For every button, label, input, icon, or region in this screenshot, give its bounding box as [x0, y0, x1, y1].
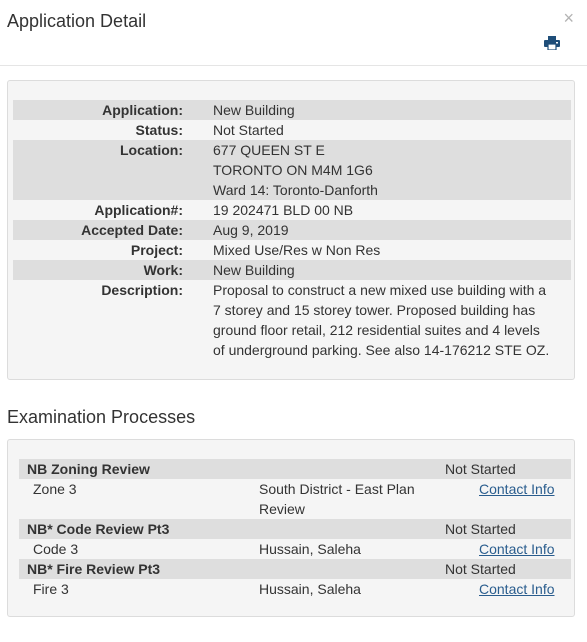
- contact-info-link[interactable]: Contact Info: [479, 541, 555, 557]
- detail-value: Not Started: [213, 122, 284, 138]
- detail-label: Status:: [135, 122, 183, 138]
- process-status: Not Started: [445, 461, 516, 477]
- contact-info-link[interactable]: Contact Info: [479, 481, 555, 497]
- process-assignee: South District - East Plan: [259, 481, 415, 497]
- description-line: Proposal to construct a new mixed use building with a: [213, 282, 547, 298]
- detail-label: Work:: [143, 262, 183, 278]
- process-sub-name: Code 3: [33, 541, 79, 557]
- process-header-row: [19, 459, 571, 479]
- process-header-row: [19, 559, 571, 579]
- detail-label: Location:: [120, 142, 183, 158]
- process-sub-name: Fire 3: [33, 581, 69, 597]
- process-status: Not Started: [445, 561, 516, 577]
- process-name: NB Zoning Review: [27, 461, 150, 477]
- detail-row-description: [13, 280, 571, 360]
- print-icon[interactable]: [544, 36, 560, 50]
- description-line: 7 storey and 15 storey tower. Proposed building has: [213, 302, 536, 318]
- detail-value: New Building: [213, 262, 295, 278]
- process-assignee: Review: [259, 501, 305, 517]
- detail-value: 19 202471 BLD 00 NB: [213, 202, 354, 218]
- modal-header: [0, 0, 587, 66]
- modal-title: Application Detail: [7, 11, 147, 31]
- process-detail-row: [19, 479, 571, 519]
- process-sub-name: Zone 3: [33, 481, 77, 497]
- detail-row-application-number: [13, 200, 571, 220]
- detail-label: Application#:: [94, 202, 183, 218]
- detail-label: Application:: [102, 102, 183, 118]
- process-assignee: Hussain, Saleha: [259, 541, 361, 557]
- detail-value: Aug 9, 2019: [213, 222, 289, 238]
- detail-row-work: [13, 260, 571, 280]
- close-icon[interactable]: ×: [563, 8, 574, 28]
- examination-processes-panel: [7, 439, 575, 617]
- application-detail-panel: [7, 80, 575, 380]
- detail-row-application: [13, 100, 571, 120]
- contact-info-link[interactable]: Contact Info: [479, 581, 555, 597]
- detail-row-status: [13, 120, 571, 140]
- location-line: Ward 14: Toronto-Danforth: [213, 182, 378, 198]
- detail-label: Description:: [101, 282, 183, 298]
- description-line: of underground parking. See also 14-176212 STE OZ.: [213, 342, 550, 358]
- location-line: 677 QUEEN ST E: [213, 142, 325, 158]
- process-detail-row: [19, 539, 571, 559]
- process-detail-row: [19, 579, 571, 599]
- detail-row-project: [13, 240, 571, 260]
- detail-row-location: [13, 140, 571, 200]
- process-status: Not Started: [445, 521, 516, 537]
- detail-row-accepted-date: [13, 220, 571, 240]
- process-name: NB* Fire Review Pt3: [27, 561, 161, 577]
- process-name: NB* Code Review Pt3: [27, 521, 170, 537]
- detail-value: New Building: [213, 102, 295, 118]
- location-line: TORONTO ON M4M 1G6: [213, 162, 373, 178]
- detail-label: Accepted Date:: [81, 222, 183, 238]
- description-line: ground floor retail, 212 residential suites and 4 levels: [213, 322, 540, 338]
- detail-value: Mixed Use/Res w Non Res: [213, 242, 381, 258]
- detail-label: Project:: [130, 242, 183, 258]
- process-assignee: Hussain, Saleha: [259, 581, 361, 597]
- examination-processes-title: Examination Processes: [7, 407, 196, 427]
- process-header-row: [19, 519, 571, 539]
